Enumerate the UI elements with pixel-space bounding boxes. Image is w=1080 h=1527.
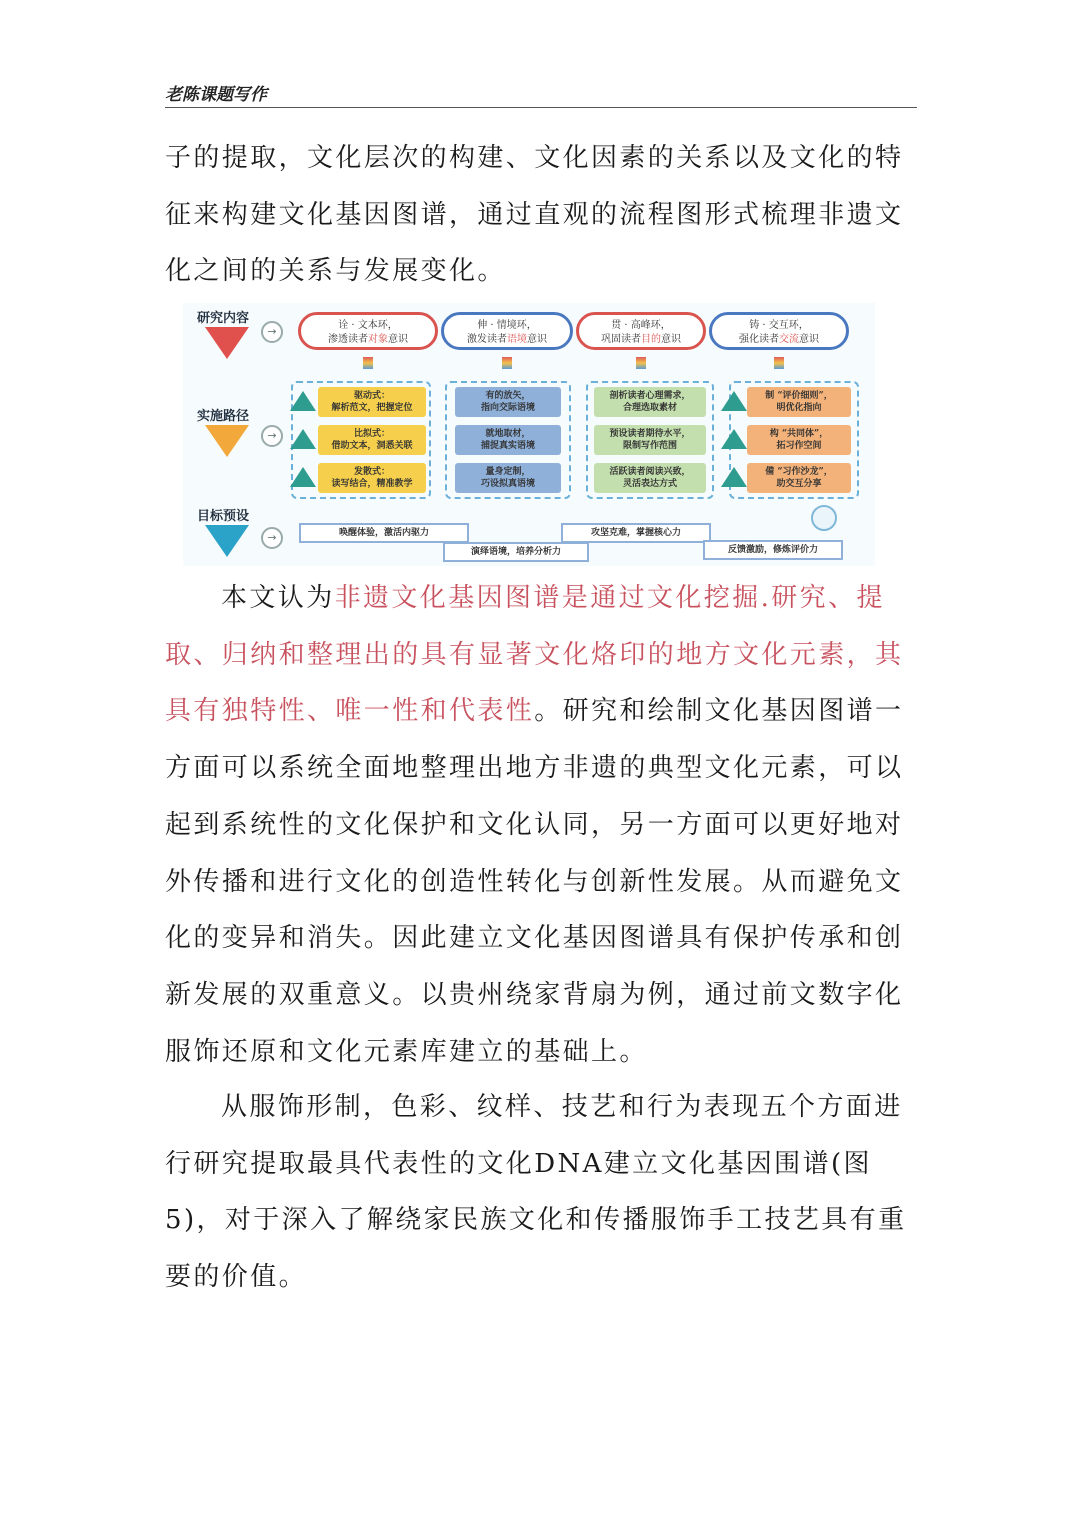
p2-lead: 本文认为 bbox=[221, 583, 335, 613]
up-arrow-icon bbox=[721, 467, 747, 487]
cell-local-material: 就地取材， 捕捉真实语境 bbox=[455, 425, 561, 455]
oval-context-ring: 伸 · 情境环， 激发读者语境意识 bbox=[441, 312, 573, 350]
p2-rest: 。研究和绘制文化基因图谱一方面可以系统全面地整理出地方非遗的典型文化元素，可以起到系统性的文化保护和文化认同，另一方面可以更好地对外传播和进行文化的创造性转化与创新性发展。从而避免文化的变异和消失。因此建立文化基因图谱具有保护传承和创新发展的双重意义。以贵州绕家背扇为例，通过前文数字化服饰还原和文化元素库建立的基础上。 bbox=[165, 696, 904, 1067]
cell-driven: 驱动式： 解析范文，把握定位 bbox=[318, 387, 426, 417]
oval-peak-ring: 贯 · 高峰环， 巩固读者目的意识 bbox=[576, 312, 706, 350]
label-research: 研究内容 bbox=[197, 311, 250, 326]
cell-reader-need: 剖析读者心理需求， 合理选取素材 bbox=[594, 387, 706, 417]
arrow-right-icon: → bbox=[261, 527, 283, 549]
p2-highlight: 非遗文化基因图谱是通过文化挖掘.研究、提取、归纳和整理出的具有显著文化烙印的地方文化元素，其具有独特性、唯一性和代表性 bbox=[165, 583, 904, 727]
goal-3: 攻坚克难，掌握核心力 bbox=[561, 523, 711, 543]
goal-1: 唤醒体验，激活内驱力 bbox=[299, 523, 469, 543]
cell-targeted: 有的放矢， 指向交际语境 bbox=[455, 387, 561, 417]
arrow-right-icon: → bbox=[261, 321, 283, 343]
connector-icon bbox=[363, 357, 373, 369]
arrow-right-icon: → bbox=[261, 425, 283, 447]
cell-community: 构 “共同体”， 拓习作空间 bbox=[747, 425, 851, 455]
path-funnel-icon bbox=[205, 425, 249, 457]
paragraph-2 bbox=[165, 570, 920, 1080]
paragraph-3: 从服饰形制，色彩、纹样、技艺和行为表现五个方面进行研究提取最具代表性的文化DNA建立文化基因围谱(图5)，对于深入了解绕家民族文化和传播服饰手工技艺具有重要的价值。 bbox=[165, 1092, 907, 1293]
research-funnel-icon bbox=[205, 327, 249, 359]
connector-icon bbox=[502, 357, 512, 369]
up-arrow-icon bbox=[290, 429, 316, 449]
connector-icon bbox=[774, 357, 784, 369]
up-arrow-icon bbox=[721, 391, 747, 411]
label-path: 实施路径 bbox=[197, 409, 250, 424]
cell-analogy: 比拟式： 借助文本，洞悉关联 bbox=[318, 425, 426, 455]
oval-interaction-ring: 铸 · 交互环， 强化读者交流意识 bbox=[709, 312, 849, 350]
cell-tailored: 量身定制， 巧设拟真语境 bbox=[455, 463, 561, 493]
cell-rubric: 制 “评价细则”， 明优化指向 bbox=[747, 387, 851, 417]
goal-funnel-icon bbox=[205, 525, 249, 557]
header-divider bbox=[165, 107, 917, 108]
lightbulb-icon bbox=[811, 505, 837, 531]
connector-icon bbox=[636, 357, 646, 369]
header-title: 老陈课题写作 bbox=[165, 85, 267, 105]
goal-2: 演绎语境，培养分析力 bbox=[443, 542, 589, 562]
cell-reader-interest: 活跃读者阅读兴致， 灵活表达方式 bbox=[594, 463, 706, 493]
cell-salon: 備 “习作沙龙”， 助交互分享 bbox=[747, 463, 851, 493]
label-goal: 目标预设 bbox=[197, 509, 250, 524]
oval-text-ring: 诠 · 文本环， 渗透读者对象意识 bbox=[298, 312, 438, 350]
figure-framework-diagram bbox=[183, 303, 875, 566]
cell-divergent: 发散式： 读写结合，精准教学 bbox=[318, 463, 426, 493]
up-arrow-icon bbox=[721, 429, 747, 449]
up-arrow-icon bbox=[290, 391, 316, 411]
up-arrow-icon bbox=[290, 467, 316, 487]
cell-reader-level: 预设读者期待水平， 限制写作范围 bbox=[594, 425, 706, 455]
paragraph-1: 子的提取，文化层次的构建、文化因素的关系以及文化的特征来构建文化基因图谱，通过直观的流程图形式梳理非遗文化之间的关系与发展变化。 bbox=[165, 143, 904, 287]
goal-4: 反馈激励，修炼评价力 bbox=[703, 540, 843, 560]
